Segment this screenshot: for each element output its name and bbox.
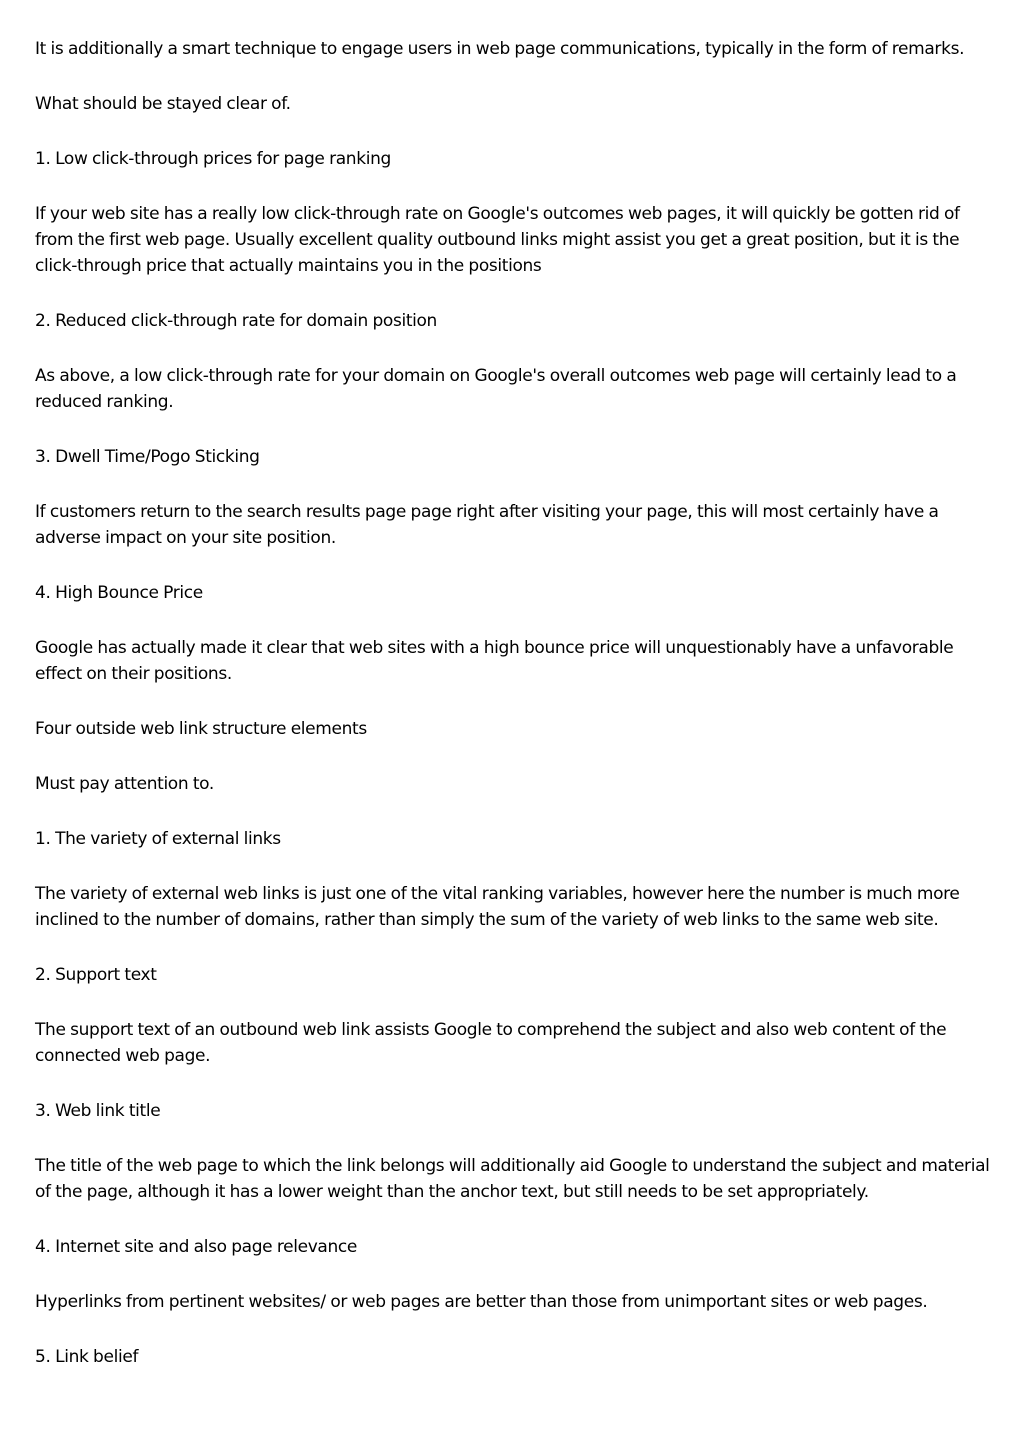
section-heading-external-links: Four outside web link structure elements	[35, 719, 367, 739]
list-item-body: If customers return to the search results page page right after visiting your page, this will most certainly have a adverse impact on your site position.	[35, 502, 939, 548]
list-item-heading: 3. Web link title	[35, 1101, 161, 1121]
list-item-body: The variety of external web links is just one of the vital ranking variables, however here the number is much more inclined to the number of domains, rather than simply the sum of the variety of web links to the same web site.	[35, 884, 960, 930]
list-item-body: As above, a low click-through rate for your domain on Google's overall outcomes web page will certainly lead to a reduced ranking.	[35, 366, 957, 412]
list-item-body: If your web site has a really low click-through rate on Google's outcomes web pages, it will quickly be gotten rid of from the first web page. Usually excellent quality outbound links might assist you get a great position, but it is the click-through price that actually maintains you in the positions	[35, 204, 960, 276]
list-item-body: The title of the web page to which the link belongs will additionally aid Google to understand the subject and material of the page, although it has a lower weight than the anchor text, but still needs to be set appropriately.	[35, 1156, 990, 1202]
section-subheading: Must pay attention to.	[35, 774, 214, 794]
intro-paragraph: It is additionally a smart technique to engage users in web page communications, typically in the form of remarks.	[35, 39, 965, 59]
list-item-heading: 3. Dwell Time/Pogo Sticking	[35, 447, 260, 467]
list-item-heading: 5. Link belief	[35, 1347, 139, 1367]
list-item-body: Google has actually made it clear that web sites with a high bounce price will unquestionably have a unfavorable effect on their positions.	[35, 638, 954, 684]
list-item-heading: 4. Internet site and also page relevance	[35, 1237, 358, 1257]
section-heading-avoid: What should be stayed clear of.	[35, 94, 291, 114]
list-item-heading: 1. The variety of external links	[35, 829, 281, 849]
list-item-body: Hyperlinks from pertinent websites/ or web pages are better than those from unimportant sites or web pages.	[35, 1292, 928, 1312]
list-item-heading: 2. Reduced click-through rate for domain position	[35, 311, 437, 331]
document-body	[35, 36, 995, 1399]
list-item-heading: 4. High Bounce Price	[35, 583, 203, 603]
list-item-body: The support text of an outbound web link assists Google to comprehend the subject and also web content of the connected web page.	[35, 1020, 947, 1066]
list-item-heading: 1. Low click-through prices for page ranking	[35, 149, 391, 169]
list-item-heading: 2. Support text	[35, 965, 157, 985]
